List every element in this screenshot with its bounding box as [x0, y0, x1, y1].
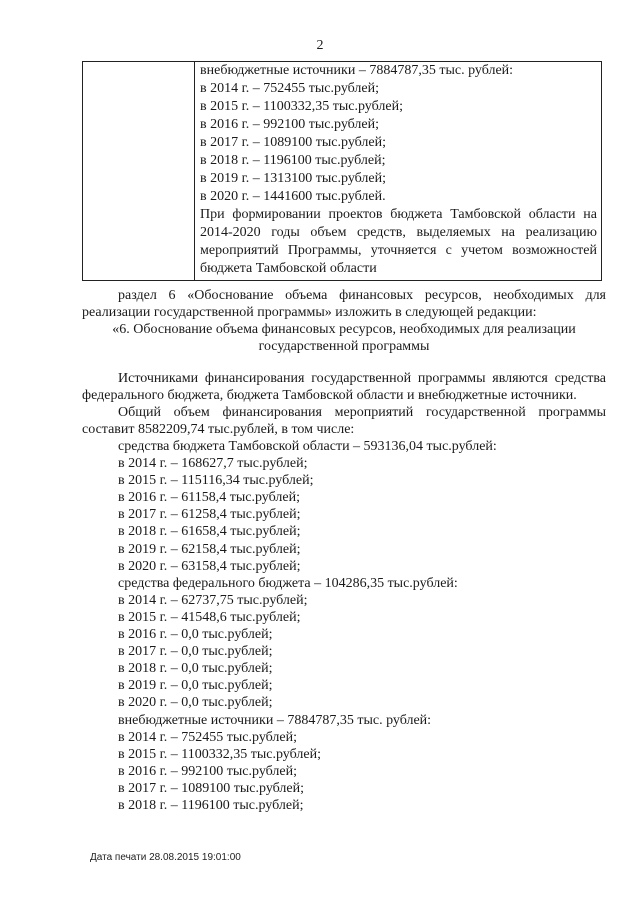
list-item: в 2020 г. – 0,0 тыс.рублей; — [118, 695, 273, 711]
list-item: в 2018 г. – 0,0 тыс.рублей; — [118, 661, 273, 677]
list-item: в 2018 г. – 61658,4 тыс.рублей; — [118, 524, 301, 540]
list-item: в 2017 г. – 1089100 тыс.рублей; — [118, 780, 304, 796]
list-item: в 2017 г. – 0,0 тыс.рублей; — [118, 644, 273, 660]
table-line: в 2018 г. – 1196100 тыс.рублей; — [200, 153, 386, 168]
list-item: в 2015 г. – 115116,34 тыс.рублей; — [118, 473, 314, 489]
print-date-footer: Дата печати 28.08.2015 19:01:00 — [90, 852, 241, 863]
table-line: в 2015 г. – 1100332,35 тыс.рублей; — [200, 99, 403, 114]
funding-table — [82, 61, 602, 281]
list-item: в 2014 г. – 752455 тыс.рублей; — [118, 729, 297, 745]
list-item: в 2015 г. – 1100332,35 тыс.рублей; — [118, 746, 321, 762]
list-item: в 2016 г. – 61158,4 тыс.рублей; — [118, 490, 300, 506]
table-cell-empty — [83, 62, 195, 281]
table-line: в 2020 г. – 1441600 тыс.рублей. — [200, 189, 386, 204]
list-item: в 2016 г. – 992100 тыс.рублей; — [118, 763, 297, 779]
federal-budget-header: средства федерального бюджета – 104286,35 тыс.рублей: — [118, 575, 458, 591]
table-line: в 2014 г. – 752455 тыс.рублей; — [200, 81, 379, 96]
list-item: в 2014 г. – 168627,7 тыс.рублей; — [118, 456, 308, 472]
list-item: в 2019 г. – 62158,4 тыс.рублей; — [118, 541, 301, 557]
section-title: «6. Обоснование объема финансовых ресурсов, необходимых для реализации государственной программы — [112, 322, 576, 354]
table-note: При формировании проектов бюджета Тамбовской области на 2014-2020 годы объем средств, выделяемых на реализацию мероприятий Программы, уточняется с учетом возможностей бюджета Тамбовской области — [200, 207, 597, 276]
sources-paragraph: Источниками финансирования государственной программы являются средства федерального бюджета, бюджета Тамбовской области и внебюджетные источники. — [82, 371, 606, 403]
extrabudgetary-header: внебюджетные источники – 7884787,35 тыс. рублей: — [118, 712, 432, 728]
list-item: в 2017 г. – 61258,4 тыс.рублей; — [118, 507, 301, 523]
list-item: в 2018 г. – 1196100 тыс.рублей; — [118, 797, 304, 813]
table-row — [83, 62, 602, 281]
total-paragraph: Общий объем финансирования мероприятий государственной программы составит 8582209,74 тыс.рублей, в том числе: — [82, 405, 606, 437]
regional-budget-header: средства бюджета Тамбовской области – 593136,04 тыс.рублей: — [118, 439, 497, 454]
page-number: 2 — [316, 38, 324, 53]
list-item: в 2019 г. – 0,0 тыс.рублей; — [118, 678, 273, 694]
list-item: в 2015 г. – 41548,6 тыс.рублей; — [118, 609, 301, 625]
table-cell-funding — [195, 62, 602, 281]
list-item: в 2016 г. – 0,0 тыс.рублей; — [118, 627, 273, 643]
list-item: в 2020 г. – 63158,4 тыс.рублей; — [118, 558, 301, 574]
table-line: в 2017 г. – 1089100 тыс.рублей; — [200, 135, 386, 150]
document-body — [82, 287, 606, 814]
table-line: в 2019 г. – 1313100 тыс.рублей; — [200, 171, 386, 186]
table-line: в 2016 г. – 992100 тыс.рублей; — [200, 117, 379, 132]
table-line: внебюджетные источники – 7884787,35 тыс. рублей: — [200, 63, 514, 78]
amendment-paragraph: раздел 6 «Обоснование объема финансовых ресурсов, необходимых для реализации государственной программы» изложить в следующей редакции: — [82, 288, 606, 320]
list-item: в 2014 г. – 62737,75 тыс.рублей; — [118, 592, 308, 608]
